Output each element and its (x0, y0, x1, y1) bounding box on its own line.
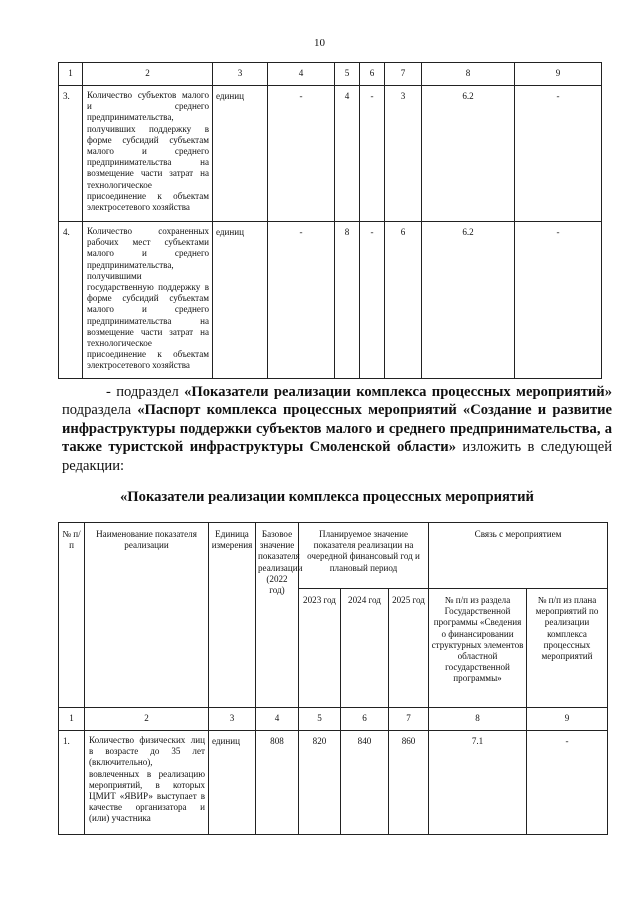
col-number: 3 (213, 63, 268, 86)
header-name: Наименование показателя реализации (85, 523, 209, 708)
row-number: 1. (59, 731, 85, 835)
para-text: - подраздел (106, 384, 185, 400)
page-number: 10 (314, 37, 325, 49)
col-number: 2 (85, 708, 209, 731)
para-text: подраздела (62, 402, 138, 419)
value-cell: - (360, 86, 385, 222)
value-2023-cell: 820 (299, 731, 341, 835)
header-year-2023: 2023 год (299, 589, 341, 708)
link-plan-cell: - (527, 731, 608, 835)
col-number: 4 (268, 63, 335, 86)
value-cell: - (360, 222, 385, 379)
value-cell: 8 (335, 222, 360, 379)
column-number-row (59, 708, 608, 731)
value-2025-cell: 860 (389, 731, 429, 835)
col-number: 9 (527, 708, 608, 731)
amendment-paragraph (62, 383, 612, 475)
row-number: 4. (59, 222, 83, 379)
link-plan-cell: - (515, 86, 602, 222)
link-plan-cell: - (515, 222, 602, 379)
value-cell: - (268, 86, 335, 222)
col-number: 9 (515, 63, 602, 86)
header-link-gp: № п/п из раздела Государственной программы «Сведения о финансировании структурных элементов областной государственной программы» (429, 589, 527, 708)
col-number: 6 (360, 63, 385, 86)
col-number: 8 (422, 63, 515, 86)
header-unit: Единица измерения (209, 523, 256, 708)
header-num: № п/п (59, 523, 85, 708)
col-number: 4 (256, 708, 299, 731)
value-cell: 4 (335, 86, 360, 222)
header-link: Связь с мероприятием (429, 523, 608, 589)
column-number-row (59, 63, 602, 86)
unit-cell: единиц (213, 86, 268, 222)
col-number: 8 (429, 708, 527, 731)
row-number: 3. (59, 86, 83, 222)
indicators-table (58, 522, 608, 835)
table-row (59, 222, 602, 379)
value-2024-cell: 840 (341, 731, 389, 835)
header-base-value: Базовое значение показателя реализации (2022 год) (256, 523, 299, 708)
header-year-2024: 2024 год (341, 589, 389, 708)
table-row (59, 731, 608, 835)
table-row (59, 86, 602, 222)
col-number: 7 (385, 63, 422, 86)
col-number: 5 (335, 63, 360, 86)
indicator-name: Количество сохраненных рабочих мест субъектами малого и среднего предпринимательства, получившими государственную поддержку в форме субсидий субъектам малого и среднего предпринимательства на возмещение части затрат на технологическое присоединение к объектам электросетевого хозяйства (83, 222, 213, 379)
col-number: 2 (83, 63, 213, 86)
header-planned: Планируемое значение показателя реализации на очередной финансовый год и плановый период (299, 523, 429, 589)
section-title: «Показатели реализации комплекса процессных мероприятий (120, 489, 534, 505)
link-gp-cell: 7.1 (429, 731, 527, 835)
link-gp-cell: 6.2 (422, 222, 515, 379)
col-number: 6 (341, 708, 389, 731)
para-text: изложить в следующей редакции: (62, 439, 612, 474)
value-cell: 3 (385, 86, 422, 222)
indicator-name: Количество субъектов малого и среднего предпринимательства, получивших поддержку в форме субсидий субъектам малого и среднего предпринимательства на возмещение части затрат на технологическое присоединение к объектам электросетевого хозяйства (83, 86, 213, 222)
header-link-plan: № п/п из плана мероприятий по реализации комплекса процессных мероприятий (527, 589, 608, 708)
indicator-name: Количество физических лиц в возрасте до 35 лет (включительно), вовлеченных в реализацию мероприятий, в которых ЦМИТ «ЯВИР» выступает в качестве организатора и (или) участника (85, 731, 209, 835)
para-bold: «Показатели реализации комплекса процессных мероприятий» (184, 384, 612, 400)
col-number: 3 (209, 708, 256, 731)
col-number: 5 (299, 708, 341, 731)
unit-cell: единиц (213, 222, 268, 379)
unit-cell: единиц (209, 731, 256, 835)
para-bold: «Паспорт комплекса процессных мероприятий «Создание и развитие инфраструктуры поддержки субъектов малого и среднего предпринимательства, а также туристской инфраструктуры Смоленской области» (62, 402, 612, 456)
link-gp-cell: 6.2 (422, 86, 515, 222)
col-number: 1 (59, 63, 83, 86)
col-number: 7 (389, 708, 429, 731)
value-cell: 6 (385, 222, 422, 379)
indicators-table-continued (58, 62, 602, 379)
value-cell: - (268, 222, 335, 379)
col-number: 1 (59, 708, 85, 731)
header-year-2025: 2025 год (389, 589, 429, 708)
base-value-cell: 808 (256, 731, 299, 835)
